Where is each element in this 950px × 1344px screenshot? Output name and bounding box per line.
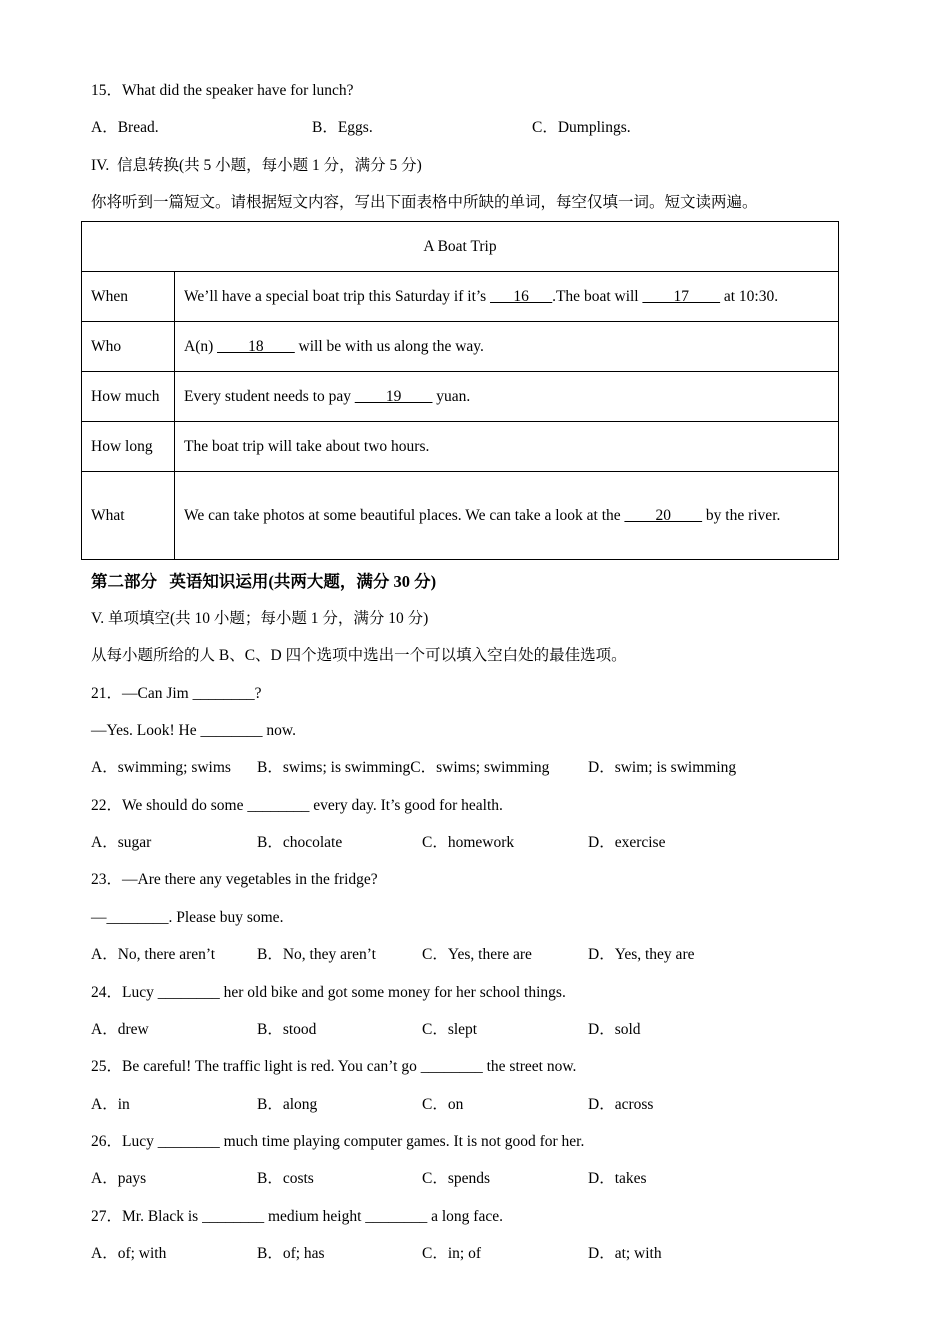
table-row [82, 372, 839, 422]
option-a: A．swimming; swims [91, 759, 231, 776]
row-content: Every student needs to pay ____19____ yuan. [175, 372, 839, 422]
question-23-stem: 23．—Are there any vegetables in the fridge? [91, 871, 378, 888]
option-a: A．of; with [91, 1245, 167, 1262]
option-b: B．swims; is swimmingC．swims; swimming [257, 759, 550, 776]
option-c: C．in; of [422, 1245, 481, 1262]
option-b: B．of; has [257, 1245, 325, 1262]
option-b: B．No, they aren’t [257, 946, 376, 963]
option-d: D．exercise [588, 834, 666, 851]
section-4-heading: IV. 信息转换(共 5 小题，每小题 1 分，满分 5 分) [91, 157, 422, 174]
option-b: B．chocolate [257, 834, 343, 851]
option-a: A．Bread. [91, 119, 159, 136]
table-row [82, 272, 839, 322]
option-a: A．sugar [91, 834, 152, 851]
option-d: D．across [588, 1096, 654, 1113]
option-d: D．takes [588, 1170, 647, 1187]
row-label: When [82, 272, 175, 322]
blank-16: ___16___ [490, 287, 553, 305]
section-5-heading: V. 单项填空(共 10 小题；每小题 1 分，满分 10 分) [91, 610, 429, 627]
option-c: C．Yes, there are [422, 946, 532, 963]
option-a: A．drew [91, 1021, 149, 1038]
row-label: How much [82, 372, 175, 422]
row-label: Who [82, 322, 175, 372]
blank-19: ____19____ [354, 387, 433, 405]
blank-20: ____20____ [624, 507, 703, 524]
table-row [82, 322, 839, 372]
row-content: The boat trip will take about two hours. [175, 422, 839, 472]
boat-trip-table [81, 221, 839, 560]
option-d: D．sold [588, 1021, 641, 1038]
row-label: How long [82, 422, 175, 472]
section-5-instruction: 从每小题所给的人 B、C、D 四个选项中选出一个可以填入空白处的最佳选项。 [91, 647, 627, 664]
question-15-stem: 15．What did the speaker have for lunch? [91, 82, 354, 99]
question-23-reply: —________. Please buy some. [91, 909, 284, 926]
row-label: What [82, 472, 175, 560]
row-content: A(n) ____18____ will be with us along the way. [175, 322, 839, 372]
table-row [82, 422, 839, 472]
question-21-reply: —Yes. Look! He ________ now. [91, 722, 296, 739]
blank-18: ____18____ [217, 337, 295, 355]
option-c: C．on [422, 1096, 464, 1113]
option-d: D．at; with [588, 1245, 662, 1262]
question-27-stem: 27．Mr. Black is ________ medium height ________ a long face. [91, 1208, 503, 1225]
question-26-stem: 26．Lucy ________ much time playing computer games. It is not good for her. [91, 1133, 585, 1150]
question-25-stem: 25．Be careful! The traffic light is red. You can’t go ________ the street now. [91, 1058, 577, 1075]
question-22-stem: 22．We should do some ________ every day. It’s good for health. [91, 797, 503, 814]
option-c: C．slept [422, 1021, 478, 1038]
row-content: We can take photos at some beautiful places. We can take a look at the ____20____ by the river. [175, 472, 839, 560]
option-b: B．Eggs. [312, 119, 373, 136]
option-a: A．pays [91, 1170, 147, 1187]
option-b: B．costs [257, 1170, 314, 1187]
table-row [82, 472, 839, 560]
table-title: A Boat Trip [82, 222, 839, 272]
option-d: D．swim; is swimming [588, 759, 737, 776]
section-4-instruction: 你将听到一篇短文。请根据短文内容，写出下面表格中所缺的单词，每空仅填一词。短文读两遍。 [91, 194, 758, 211]
part-2-heading: 第二部分 英语知识运用(共两大题，满分 30 分) [91, 572, 437, 591]
blank-17: ____17____ [642, 287, 720, 305]
option-c: C．homework [422, 834, 515, 851]
option-a: A．in [91, 1096, 130, 1113]
row-content: We’ll have a special boat trip this Saturday if it’s ___16___.The boat will ____17____ at 10:30. [175, 272, 839, 322]
question-24-stem: 24．Lucy ________ her old bike and got some money for her school things. [91, 984, 566, 1001]
option-c: C．Dumplings. [532, 119, 631, 136]
option-c: C．spends [422, 1170, 491, 1187]
option-b: B．stood [257, 1021, 317, 1038]
option-d: D．Yes, they are [588, 946, 695, 963]
question-21-stem: 21．—Can Jim ________? [91, 685, 262, 702]
option-b: B．along [257, 1096, 318, 1113]
option-a: A．No, there aren’t [91, 946, 216, 963]
